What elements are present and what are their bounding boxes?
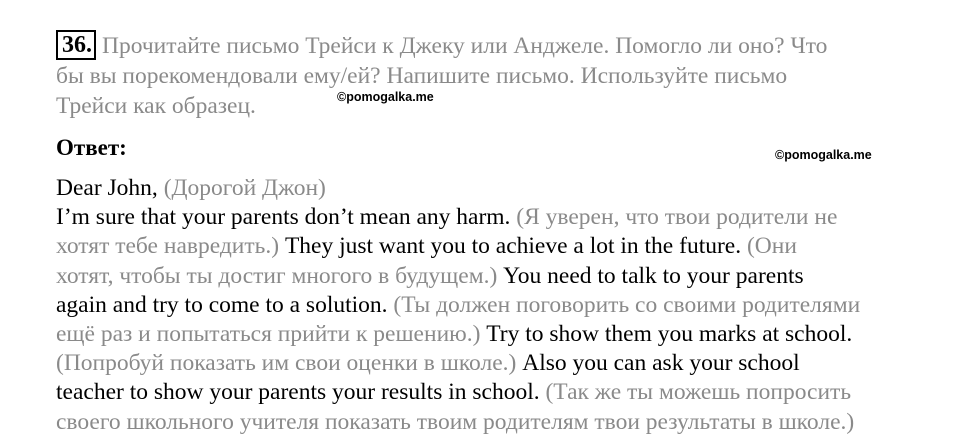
task-number: 36. (56, 30, 96, 60)
russian-translation: (Дорогой Джон) (163, 175, 326, 201)
letter-line (56, 408, 946, 437)
task-text-line-3: Трейси как образец. (56, 93, 256, 119)
english-text: Try to show them you marks at school. (486, 321, 853, 348)
english-text: teacher to show your parents your results in school. (56, 379, 546, 406)
russian-translation: ещё раз и попытаться прийти к решению.) (56, 321, 487, 348)
english-text: Dear John, (56, 175, 164, 201)
watermark: ©pomogalka.me (337, 90, 434, 104)
letter-body (56, 174, 946, 437)
task-statement (56, 30, 936, 121)
russian-translation: (Я уверен, что твои родители не (516, 204, 838, 231)
letter-line (56, 232, 946, 261)
russian-translation: хотят, чтобы ты достиг многого в будущем.) (56, 262, 504, 289)
english-text: I’m sure that your parents don’t mean any harm. (56, 204, 517, 231)
task-text-line-1: Прочитайте письмо Трейси к Джеку или Анджеле. Помогло ли оно? Что (102, 33, 828, 59)
russian-translation: (Ты должен поговорить со своими родителями (393, 291, 861, 318)
letter-line (56, 291, 946, 320)
english-text: They just want you to achieve a lot in the future. (284, 233, 747, 260)
watermark: ©pomogalka.me (775, 148, 872, 162)
letter-line (56, 203, 946, 232)
english-text: again and try to come to a solution. (56, 291, 394, 318)
task-text-line-2: бы вы порекомендовали ему/ей? Напишите письмо. Используйте письмо (56, 63, 788, 89)
english-text: Also you can ask your school (522, 350, 800, 377)
russian-translation: (Они (746, 233, 797, 260)
russian-translation: (Так же ты можешь попросить (545, 379, 852, 406)
russian-translation: своего школьного учителя показать твоим родителям твои результаты в школе.) (56, 408, 855, 435)
letter-line (56, 262, 946, 291)
letter-line (56, 320, 946, 349)
answer-label: Ответ: (56, 135, 127, 160)
letter-line (56, 174, 946, 203)
letter-line (56, 349, 946, 378)
russian-translation: (Попробуй показать им свои оценки в школе.) (56, 350, 523, 377)
russian-translation: хотят тебе навредить.) (56, 233, 285, 260)
english-text: You need to talk to your parents (503, 262, 804, 289)
letter-line (56, 378, 946, 407)
